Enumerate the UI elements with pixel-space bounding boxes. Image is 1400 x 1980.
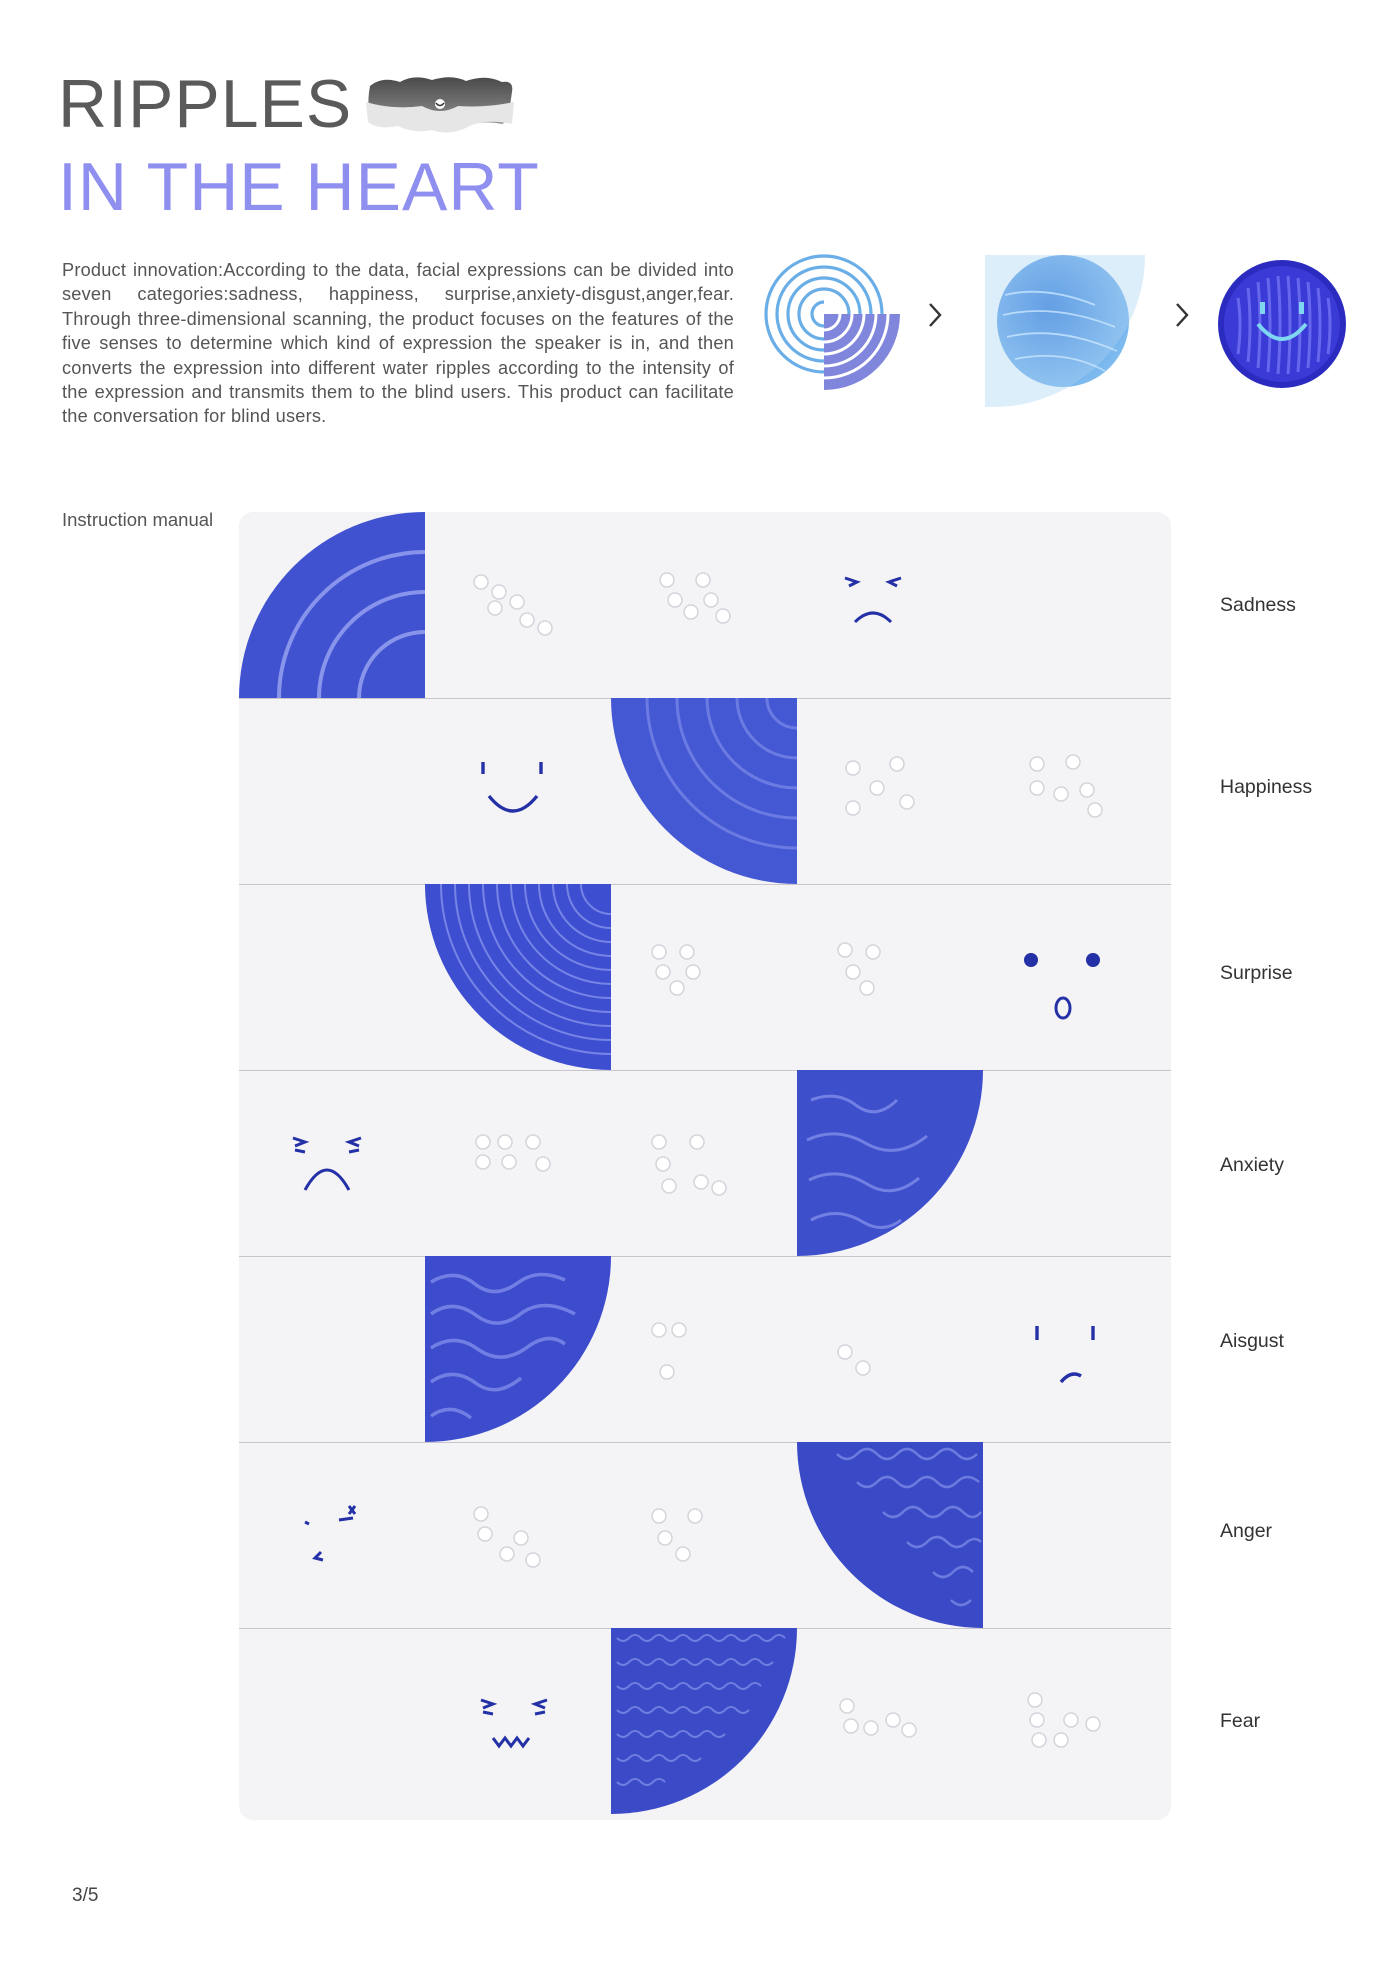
braille-cell (425, 1070, 611, 1256)
ripple-tile (797, 1070, 983, 1256)
ripple-tile (797, 1442, 983, 1628)
braille-cell (611, 1070, 797, 1256)
row-anxiety (239, 1070, 1171, 1257)
braille-cell (983, 698, 1169, 884)
anxiety-face-icon (239, 1070, 425, 1256)
row-aisgust (239, 1256, 1171, 1443)
row-happiness (239, 698, 1171, 885)
empty-cell (983, 1442, 1169, 1628)
ripple-tile (425, 884, 611, 1070)
chevron-right-icon (923, 300, 947, 330)
instruction-manual-label: Instruction manual (62, 509, 214, 530)
emotion-label-fear: Fear (1220, 1710, 1261, 1732)
page-number: 3/5 (72, 1885, 99, 1906)
emotion-label-sadness: Sadness (1220, 594, 1296, 616)
empty-cell (983, 1070, 1169, 1256)
braille-cell (611, 884, 797, 1070)
title-line-2: IN THE HEART (58, 149, 540, 225)
ripple-tile (239, 512, 425, 698)
emotion-label-surprise: Surprise (1220, 962, 1293, 984)
concentric-circles-icon (762, 252, 902, 392)
empty-cell (983, 512, 1169, 698)
emotion-label-anger: Anger (1220, 1520, 1273, 1542)
happy-face-icon (425, 698, 611, 884)
title-line-1: RIPPLES (58, 66, 353, 142)
braille-cell (611, 512, 797, 698)
sad-face-icon (797, 512, 983, 698)
emotion-label-happiness: Happiness (1220, 776, 1313, 798)
expression-panel (239, 512, 1171, 1820)
surprise-face-icon (983, 884, 1169, 1070)
braille-cell (425, 1442, 611, 1628)
braille-cell (797, 884, 983, 1070)
rippled-heart-disc-icon (362, 72, 517, 138)
anger-face-icon (239, 1442, 425, 1628)
braille-cell (983, 1628, 1169, 1814)
braille-cell (611, 1256, 797, 1442)
row-fear (239, 1628, 1171, 1814)
smiley-disc-icon (1216, 258, 1348, 390)
braille-cell (797, 1256, 983, 1442)
row-surprise (239, 884, 1171, 1071)
braille-cell (611, 1442, 797, 1628)
ripple-tile (611, 698, 797, 884)
braille-cell (797, 1628, 983, 1814)
fear-face-icon (425, 1628, 611, 1814)
intro-paragraph: Product innovation:According to the data, facial expressions can be divided into seven categories:sadness, happiness, surprise,anxiety-disgust,anger,fear. Through three-dimensional scanning, the product focuses on the features of the five senses to determine which kind of expression the speaker is in, and then converts the expression into different water ripples according to the intensity of the expression and transmits them to the blind users. This product can facilitate the conversation for blind users. (62, 260, 734, 427)
braille-cell (425, 512, 611, 698)
braille-cell (797, 698, 983, 884)
emotion-label-aisgust: Aisgust (1220, 1330, 1284, 1352)
chevron-right-icon (1170, 300, 1194, 330)
ripple-quarter-circle-icon (985, 255, 1145, 407)
ripple-tile (611, 1628, 797, 1814)
disgust-face-icon (983, 1256, 1169, 1442)
emotion-label-anxiety: Anxiety (1220, 1154, 1284, 1176)
row-sadness (239, 512, 1171, 699)
row-anger (239, 1442, 1171, 1629)
ripple-tile (425, 1256, 611, 1442)
